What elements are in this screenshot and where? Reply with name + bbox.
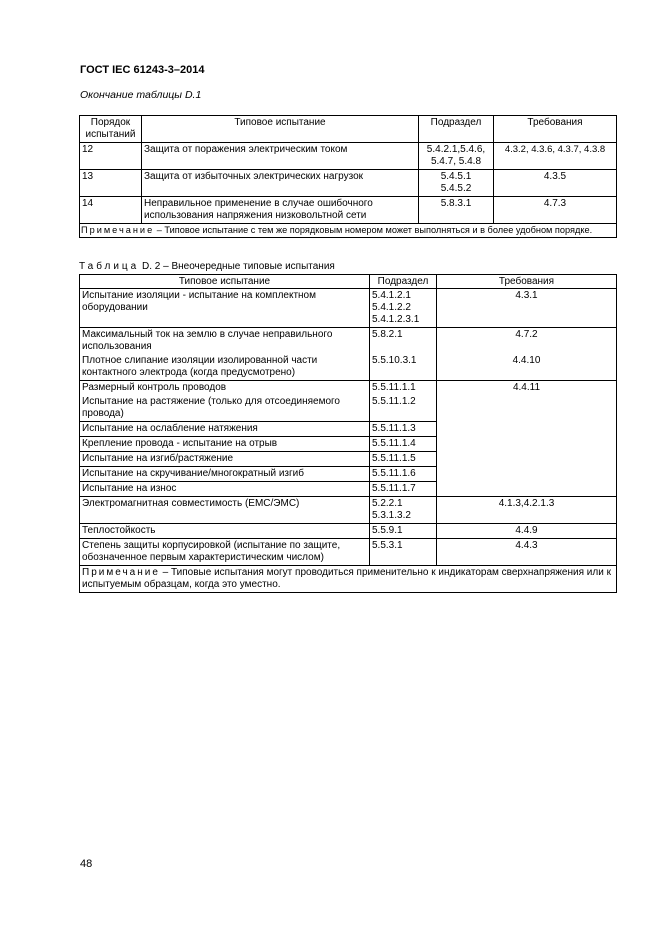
column-header-subsection: Подраздел bbox=[370, 275, 437, 289]
cell-subsection: 5.5.11.1.1 bbox=[370, 381, 437, 396]
cell-subsection: 5.4.5.1 5.4.5.2 bbox=[419, 170, 494, 197]
cell-test: Испытание на растяжение (только для отсоединяемого провода) bbox=[80, 395, 370, 422]
table-note bbox=[80, 566, 617, 593]
cell-subsection: 5.5.11.1.5 bbox=[370, 452, 437, 467]
cell-subsection: 5.4.2.1,5.4.6, 5.4.7, 5.4.8 bbox=[419, 143, 494, 170]
cell-requirements bbox=[437, 422, 617, 437]
cell-requirements: 4.1.3,4.2.1.3 bbox=[437, 497, 617, 524]
table-note-row bbox=[80, 224, 617, 238]
table-d2 bbox=[79, 274, 617, 593]
cell-requirements bbox=[437, 437, 617, 452]
table2-caption-rest: D. 2 – Внеочередные типовые испытания bbox=[139, 261, 335, 272]
cell-subsection: 5.2.2.1 5.3.1.3.2 bbox=[370, 497, 437, 524]
cell-requirements bbox=[437, 467, 617, 482]
table-row bbox=[80, 170, 617, 197]
cell-requirements: 4.7.3 bbox=[494, 197, 617, 224]
cell-requirements: 4.4.10 bbox=[437, 354, 617, 381]
cell-subsection: 5.5.11.1.6 bbox=[370, 467, 437, 482]
cell-test: Максимальный ток на землю в случае неправильного использования bbox=[80, 328, 370, 355]
cell-test: Испытание на ослабление натяжения bbox=[80, 422, 370, 437]
cell-requirements: 4.3.1 bbox=[437, 289, 617, 328]
cell-test: Испытание на износ bbox=[80, 482, 370, 497]
table-row bbox=[80, 467, 617, 482]
cell-subsection: 5.5.9.1 bbox=[370, 524, 437, 539]
cell-test: Защита от избыточных электрических нагрузок bbox=[142, 170, 419, 197]
table-row bbox=[80, 328, 617, 355]
table-row bbox=[80, 539, 617, 566]
cell-requirements: 4.3.2, 4.3.6, 4.3.7, 4.3.8 bbox=[494, 143, 617, 170]
cell-subsection: 5.5.11.1.3 bbox=[370, 422, 437, 437]
table-row bbox=[80, 354, 617, 381]
cell-test: Испытание на изгиб/растяжение bbox=[80, 452, 370, 467]
cell-requirements bbox=[437, 482, 617, 497]
cell-requirements bbox=[437, 395, 617, 422]
table2-caption bbox=[79, 261, 335, 272]
cell-order: 13 bbox=[80, 170, 142, 197]
cell-subsection: 5.5.11.1.7 bbox=[370, 482, 437, 497]
table2-caption-label: Таблица bbox=[79, 261, 140, 272]
note-text: – Типовое испытание с тем же порядковым номером может выполняться и в более удобном порядке. bbox=[154, 225, 593, 235]
column-header-test: Типовое испытание bbox=[80, 275, 370, 289]
table-note bbox=[80, 224, 617, 238]
cell-requirements: 4.4.9 bbox=[437, 524, 617, 539]
table-row bbox=[80, 143, 617, 170]
page-number: 48 bbox=[80, 858, 93, 870]
cell-test: Испытание изоляции - испытание на комплектном оборудовании bbox=[80, 289, 370, 328]
cell-test: Размерный контроль проводов bbox=[80, 381, 370, 396]
column-header-order: Порядок испытаний bbox=[80, 116, 142, 143]
cell-subsection: 5.4.1.2.1 5.4.1.2.2 5.4.1.2.3.1 bbox=[370, 289, 437, 328]
column-header-subsection: Подраздел bbox=[419, 116, 494, 143]
cell-test: Испытание на скручивание/многократный изгиб bbox=[80, 467, 370, 482]
cell-test: Электромагнитная совместимость (EMC/ЭМС) bbox=[80, 497, 370, 524]
table-row bbox=[80, 289, 617, 328]
standard-code: ГОСТ IEC 61243-3–2014 bbox=[80, 64, 205, 76]
table-row bbox=[80, 452, 617, 467]
cell-requirements bbox=[437, 452, 617, 467]
cell-subsection: 5.5.3.1 bbox=[370, 539, 437, 566]
cell-test: Плотное слипание изоляции изолированной части контактного электрода (когда предусмотрено) bbox=[80, 354, 370, 381]
table-note-row bbox=[80, 566, 617, 593]
cell-requirements: 4.4.3 bbox=[437, 539, 617, 566]
column-header-requirements: Требования bbox=[437, 275, 617, 289]
cell-subsection: 5.8.2.1 bbox=[370, 328, 437, 355]
cell-test: Защита от поражения электрическим током bbox=[142, 143, 419, 170]
cell-subsection: 5.5.11.1.4 bbox=[370, 437, 437, 452]
cell-test: Степень защиты корпусировкой (испытание по защите, обозначенное первым характеристическим числом) bbox=[80, 539, 370, 566]
cell-test: Неправильное применение в случае ошибочного использования напряжения низковольтной сети bbox=[142, 197, 419, 224]
note-text: – Типовые испытания могут проводиться применительно к индикаторам сверхнапряжения или к испытуемым образцам, когда это уместно. bbox=[82, 567, 611, 590]
cell-test: Крепление провода - испытание на отрыв bbox=[80, 437, 370, 452]
table-row bbox=[80, 437, 617, 452]
table-row bbox=[80, 381, 617, 396]
cell-requirements: 4.7.2 bbox=[437, 328, 617, 355]
table-row bbox=[80, 524, 617, 539]
cell-order: 14 bbox=[80, 197, 142, 224]
cell-requirements: 4.4.11 bbox=[437, 381, 617, 396]
table-row bbox=[80, 497, 617, 524]
table-row bbox=[80, 197, 617, 224]
column-header-test: Типовое испытание bbox=[142, 116, 419, 143]
table1-caption: Окончание таблицы D.1 bbox=[80, 89, 202, 101]
table-row bbox=[80, 482, 617, 497]
column-header-requirements: Требования bbox=[494, 116, 617, 143]
note-label: Примечание bbox=[82, 567, 160, 578]
cell-order: 12 bbox=[80, 143, 142, 170]
note-label: Примечание bbox=[81, 225, 155, 235]
table-row bbox=[80, 422, 617, 437]
cell-subsection: 5.5.10.3.1 bbox=[370, 354, 437, 381]
cell-test: Теплостойкость bbox=[80, 524, 370, 539]
table-row bbox=[80, 395, 617, 422]
cell-subsection: 5.5.11.1.2 bbox=[370, 395, 437, 422]
cell-requirements: 4.3.5 bbox=[494, 170, 617, 197]
cell-subsection: 5.8.3.1 bbox=[419, 197, 494, 224]
table-header-row bbox=[80, 116, 617, 143]
table-d1 bbox=[79, 115, 617, 238]
table-header-row bbox=[80, 275, 617, 289]
